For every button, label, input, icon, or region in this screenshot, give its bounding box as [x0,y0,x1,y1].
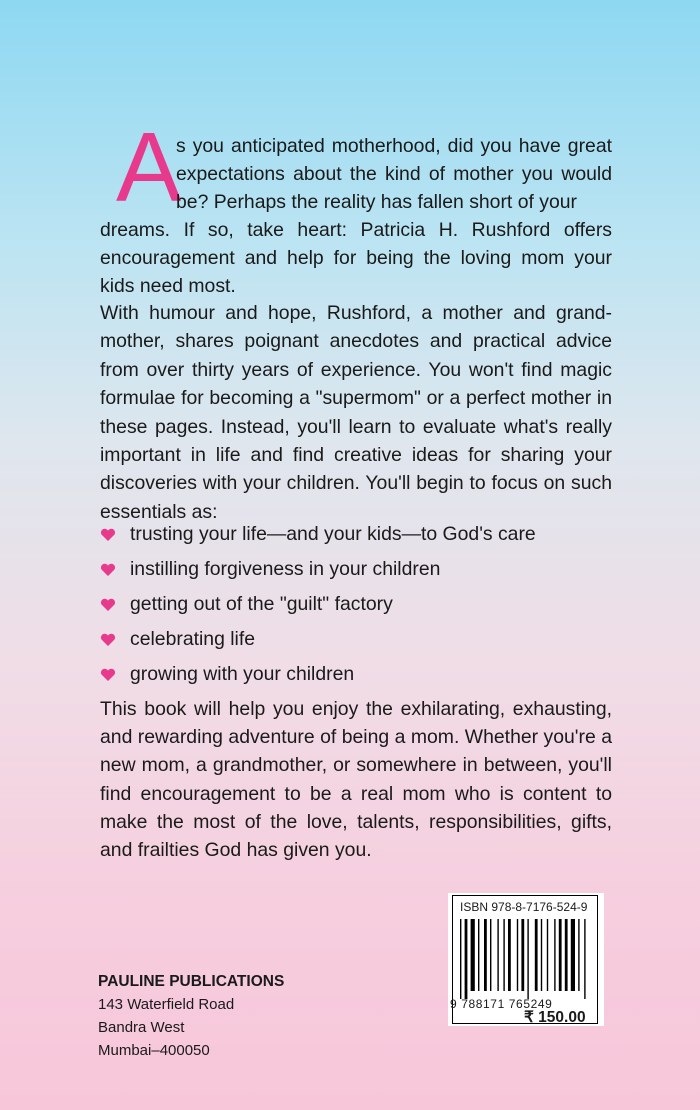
barcode-digits: 9 788171 765249 [450,997,553,1011]
barcode-bar [517,919,518,991]
drop-cap: A [116,112,182,222]
list-item-text: trusting your life—and your kids—to God's care [130,523,536,545]
barcode-bar [559,919,562,991]
barcode-bar [571,919,575,991]
closing-paragraph: This book will help you enjoy the exhilarating, exhausting, and rewarding adventure of being a mom. Whether you're a new mom, a grandmother, or somewhere in between, you'll find encouragement to be a real mom who is content to make the most of the love, talents, responsibilities, gifts, and frailties God has given you. [100,698,612,862]
barcode-bar [584,919,585,999]
barcode-bar [535,919,538,991]
barcode-bar [478,919,479,991]
barcode-bar [503,919,504,991]
barcode-bar [578,919,579,991]
price-label: ₹ 150.00 [524,1009,586,1026]
essentials-list [100,522,620,697]
barcode-bars [458,919,598,999]
barcode-bar [508,919,511,991]
list-item [100,627,620,662]
heart-bullet-icon [100,528,116,542]
publisher-block [98,970,284,1062]
barcode-bar [465,919,468,999]
publisher-address-line: Mumbai–400050 [98,1042,210,1059]
list-item [100,522,620,557]
isbn-label: ISBN 978-8-7176-524-9 [460,900,588,914]
barcode-bar [565,919,568,991]
barcode-bar [490,919,491,991]
barcode-bar [541,919,542,991]
publisher-address-line: 143 Waterfield Road [98,996,235,1013]
list-item [100,592,620,627]
list-item [100,557,620,592]
heart-bullet-icon [100,668,116,682]
barcode-bar [497,919,498,991]
barcode-bar [460,919,461,999]
list-item [100,662,620,697]
list-item-text: celebrating life [130,628,256,650]
barcode-bar [527,919,528,999]
barcode-bar [484,919,487,991]
heart-bullet-icon [100,598,116,612]
list-item-text: getting out of the "guilt" factory [130,593,393,615]
barcode-sticker [448,893,604,1026]
barcode-bar [471,919,475,991]
heart-bullet-icon [100,563,116,577]
intro-paragraph-start: s you anticipated motherhood, did you have great expectations about the kind of mother you would be? Perhaps the reality has fallen short of your [176,135,612,214]
list-item-text: growing with your children [130,663,355,685]
barcode-bar [554,919,555,991]
list-item-text: instilling forgiveness in your children [130,558,441,580]
publisher-name: PAULINE PUBLICATIONS [98,973,285,990]
barcode-bar [521,919,524,991]
intro-paragraph-rest: dreams. If so, take heart: Patricia H. Rushford offers encouragement and help for being the loving mom your kids need most. [100,219,612,298]
publisher-address-line: Bandra West [98,1019,185,1036]
description-paragraph: With humour and hope, Rushford, a mother and grand-mother, shares poignant anecdotes and practical advice from over thirty years of experience. You won't find magic formulae for becoming a "supermom" or a perfect mother in these pages. Instead, you'll learn to evaluate what's really important in life and find creative ideas for sharing your discoveries with your children. You'll begin to focus on such essentials as: [100,302,612,523]
barcode-bar [547,919,548,991]
heart-bullet-icon [100,633,116,647]
